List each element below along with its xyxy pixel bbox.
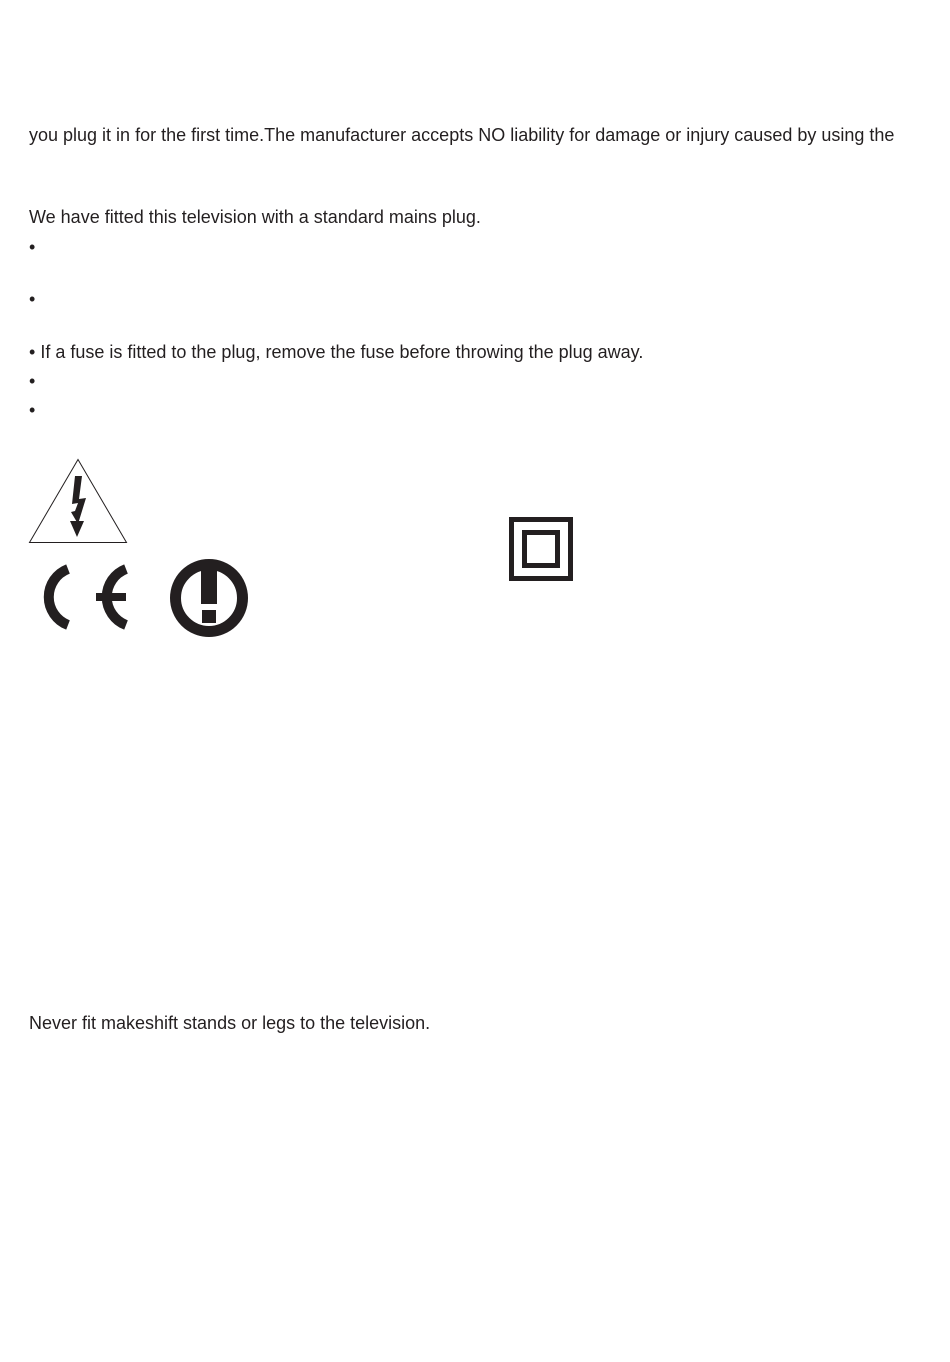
plug-heading-text: We have fitted this television with a standard mains plug.: [29, 207, 481, 227]
bullet-item: [29, 370, 35, 392]
bullet-item: [29, 399, 35, 421]
double-insulation-class-ii-icon: [509, 517, 573, 581]
bullet-text: If a fuse is fitted to the plug, remove the fuse before throwing the plug away.: [40, 342, 644, 362]
bullet-item: [29, 288, 35, 310]
bullet-item: [29, 341, 643, 363]
bullet-glyph: •: [29, 289, 36, 309]
stand-warning-text: Never fit makeshift stands or legs to the television.: [29, 1013, 431, 1033]
ce-mark-icon: [28, 561, 130, 635]
bullet-glyph: •: [29, 237, 36, 257]
exclamation-circle-icon: [169, 558, 249, 638]
bullet-glyph: •: [29, 400, 36, 420]
bullet-glyph: •: [29, 342, 36, 362]
electric-shock-warning-triangle-icon: [28, 458, 128, 544]
bullet-glyph: •: [29, 371, 36, 391]
bullet-item: [29, 236, 35, 258]
intro-text: you plug it in for the first time.The manufacturer accepts NO liability for damage or injury caused by using the: [29, 125, 895, 145]
